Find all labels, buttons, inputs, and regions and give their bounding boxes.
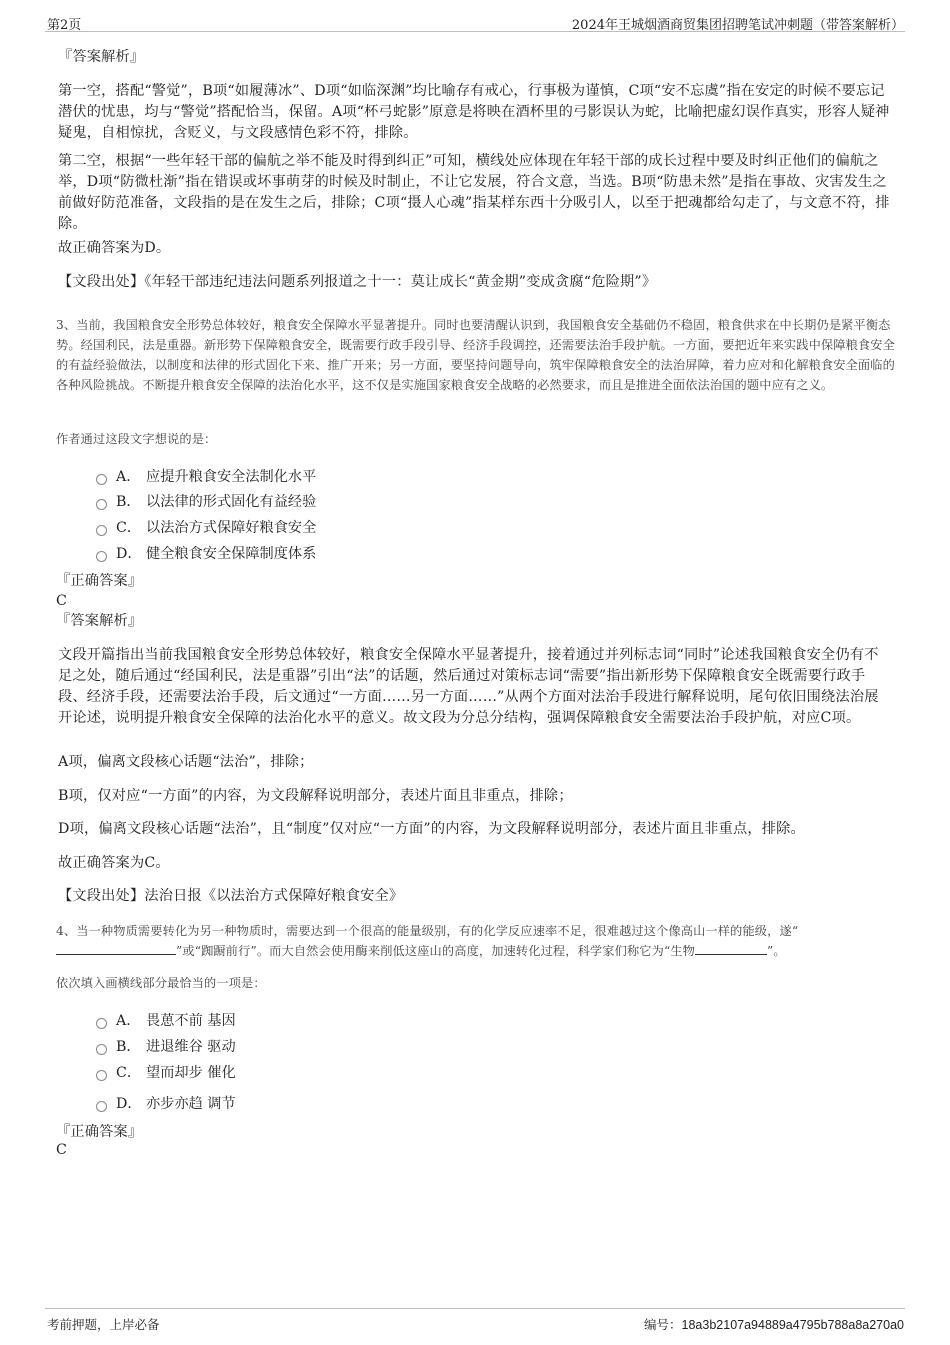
q2-analysis-para1: 第一空，搭配“警觉”，B项“如履薄冰”、D项“如临深渊”均比喻存有戒心，行事极为谨慎，C项“安不忘虞”指在安定的时候不要忘记潜伏的忧患，均与“警觉”搭配恰当，保留。A项“杯弓蛇影”原意是将映在酒杯里的弓影误认为蛇，比喻把虚幻误作真实，形容人疑神疑鬼，自相惊扰，含贬义，与文段感情色彩不符，排除。 <box>58 83 890 141</box>
q4-answer-title: 『正确答案』 <box>56 1124 143 1140</box>
radio-button-icon[interactable] <box>96 1101 107 1112</box>
option-text: 望而却步 催化 <box>146 1065 236 1081</box>
q4-option-a[interactable] <box>96 1011 236 1031</box>
option-text: 畏葸不前 基因 <box>146 1013 236 1029</box>
option-text: 健全粮食安全保障制度体系 <box>146 546 317 562</box>
option-text: 亦步亦趋 调节 <box>146 1096 236 1112</box>
q4-blank-1 <box>56 942 176 955</box>
option-letter: D． <box>116 546 142 562</box>
option-text: 以法治方式保障好粮食安全 <box>146 520 317 536</box>
option-letter: C． <box>116 520 142 536</box>
q3-stem: 3、当前，我国粮食安全形势总体较好，粮食安全保障水平显著提升。同时也要清醒认识到，我国粮食安全基础仍不稳固，粮食供求在中长期仍是紧平衡态势。经国利民，法是重器。新形势下保障粮食安全，既需要行政手段引导、经济手段调控，还需要法治手段护航。一方面，要把近年来实践中保障粮食安全的有益经验做法，以制度和法律的形式固化下来、推广开来；另一方面，要坚持问题导向，筑牢保障粮食安全的法治屏障，着力应对和化解粮食安全面临的各种风险挑战。不断提升粮食安全保障的法治化水平，这不仅是实施国家粮食安全战略的必然要求，而且是推进全面依法治国的题中应有之义。 <box>56 318 895 392</box>
q3-answer: C <box>56 593 68 609</box>
radio-button-icon[interactable] <box>96 499 107 510</box>
q4-blank-2 <box>695 942 767 955</box>
q3-option-a[interactable] <box>96 467 316 487</box>
option-letter: A． <box>116 1013 141 1029</box>
option-letter: B． <box>116 494 141 510</box>
q4-stem-part1: 4、当一种物质需要转化为另一种物质时，需要达到一个很高的能量级别，有的化学反应速率不足，很难越过这个像高山一样的能级，遂“ <box>56 924 799 938</box>
radio-button-icon[interactable] <box>96 1018 107 1029</box>
option-letter: D． <box>116 1096 142 1112</box>
q3-analysis-title: 『答案解析』 <box>56 613 143 629</box>
q2-conclusion: 故正确答案为D。 <box>58 240 171 256</box>
q3-answer-title: 『正确答案』 <box>56 573 143 589</box>
q2-analysis-para2: 第二空，根据“一些年轻干部的偏航之举不能及时得到纠正”可知，横线处应体现在年轻干部的成长过程中要及时纠正他们的偏航之举，D项“防微杜渐”指在错误或坏事萌芽的时候及时制止，不让它发展，符合文意，当选。B项“防患未然”是指在事故、灾害发生之前做好防范准备，文段指的是在发生之后，排除；C项“摄人心魂”指某样东西十分吸引人，以至于把魂都给勾走了，与文意不符，排除。 <box>58 153 890 232</box>
q2-analysis-title: 『答案解析』 <box>58 49 145 65</box>
q3-option-b[interactable] <box>96 492 316 512</box>
q3-option-b-note: B项，仅对应“一方面”的内容，为文段解释说明部分，表述片面且非重点，排除； <box>58 788 573 804</box>
q4-option-c[interactable] <box>96 1063 236 1083</box>
q4-option-b[interactable] <box>96 1037 236 1057</box>
option-text: 进退维谷 驱动 <box>146 1039 236 1055</box>
code-value: 18a3b2107a94889a4795b788a8a270a0 <box>681 1318 904 1332</box>
option-letter: A． <box>116 469 141 485</box>
radio-button-icon[interactable] <box>96 1044 107 1055</box>
option-letter: C． <box>116 1065 142 1081</box>
radio-button-icon[interactable] <box>96 1070 107 1081</box>
q3-source: 【文段出处】法治日报《以法治方式保障好粮食安全》 <box>58 888 404 904</box>
q4-stem-part2: ”或“踟蹰前行”。而大自然会使用酶来削低这座山的高度，加速转化过程，科学家们称它为“生物 <box>176 944 696 958</box>
q3-option-c[interactable] <box>96 518 316 538</box>
q4-stem-part3: ”。 <box>767 944 786 958</box>
footer-slogan: 考前押题，上岸必备 <box>47 1317 160 1332</box>
q3-option-a-note: A项，偏离文段核心话题“法治”，排除； <box>58 754 314 770</box>
option-letter: B． <box>116 1039 141 1055</box>
page-number: 第2页 <box>47 18 82 33</box>
option-text: 应提升粮食安全法制化水平 <box>146 469 317 485</box>
q3-prompt: 作者通过这段文字想说的是： <box>56 432 217 446</box>
document-code <box>644 1315 904 1333</box>
q4-option-d[interactable] <box>96 1094 236 1114</box>
q4-stem <box>56 921 896 961</box>
radio-button-icon[interactable] <box>96 551 107 562</box>
option-text: 以法律的形式固化有益经验 <box>146 494 317 510</box>
radio-button-icon[interactable] <box>96 474 107 485</box>
q3-option-d-note: D项，偏离文段核心话题“法治”，且“制度”仅对应“一方面”的内容，为文段解释说明部分，表述片面且非重点，排除。 <box>58 821 805 837</box>
q3-analysis: 文段开篇指出当前我国粮食安全形势总体较好，粮食安全保障水平显著提升，接着通过并列标志词“同时”论述我国粮食安全仍有不足之处，随后通过“经国利民，法是重器”引出“法”的话题，然后通过对策标志词“需要”指出新形势下保障粮食安全既需要行政手段、经济手段，还需要法治手段，后文通过“一方面……另一方面……”从两个方面对法治手段进行解释说明，尾句依旧围绕法治展开论述，说明提升粮食安全保障的法治化水平的意义。故文段为分总分结构，强调保障粮食安全需要法治手段护航，对应C项。 <box>58 647 879 726</box>
q3-option-d[interactable] <box>96 544 316 564</box>
q4-answer: C <box>56 1142 68 1158</box>
q2-source: 【文段出处】《年轻干部违纪违法问题系列报道之十一：莫让成长“黄金期”变成贪腐“危险期”》 <box>58 274 657 290</box>
q4-prompt: 依次填入画横线部分最恰当的一项是： <box>56 976 266 990</box>
document-title: 2024年王城烟酒商贸集团招聘笔试冲刺题（带答案解析） <box>571 18 904 33</box>
header-divider <box>45 31 905 32</box>
footer-divider <box>45 1308 905 1309</box>
q3-conclusion: 故正确答案为C。 <box>58 855 170 871</box>
code-label: 编号： <box>644 1317 682 1332</box>
radio-button-icon[interactable] <box>96 525 107 536</box>
